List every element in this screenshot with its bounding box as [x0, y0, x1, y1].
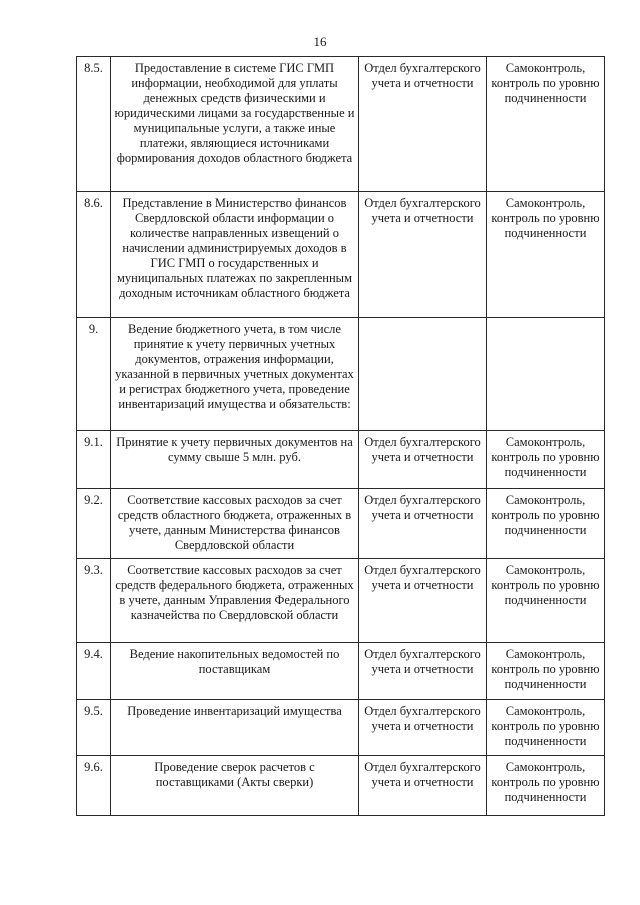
page-number: 16: [313, 34, 327, 49]
row-description: Принятие к учету первичных документов на сумму свыше 5 млн. руб.: [111, 431, 359, 489]
control-table: [76, 56, 605, 816]
row-control-type: Самоконтроль, контроль по уровню подчиненности: [487, 57, 605, 192]
row-control-type: Самоконтроль, контроль по уровню подчиненности: [487, 559, 605, 643]
row-description: Предоставление в системе ГИС ГМП информации, необходимой для уплаты денежных средств физическими и юридическими лицами за государственные и муниципальные услуги, а также иные платежи, являющиеся источниками формирования доходов областного бюджета: [111, 57, 359, 192]
table-row: [77, 489, 605, 559]
table-row: [77, 559, 605, 643]
row-number: 9.2.: [77, 489, 111, 559]
row-control-type: Самоконтроль, контроль по уровню подчиненности: [487, 643, 605, 700]
row-department: Отдел бухгалтерского учета и отчетности: [359, 700, 487, 756]
row-department: Отдел бухгалтерского учета и отчетности: [359, 192, 487, 318]
row-department: Отдел бухгалтерского учета и отчетности: [359, 756, 487, 816]
row-control-type: Самоконтроль, контроль по уровню подчиненности: [487, 489, 605, 559]
row-department: Отдел бухгалтерского учета и отчетности: [359, 643, 487, 700]
row-number: 9.: [77, 318, 111, 431]
row-number: 9.4.: [77, 643, 111, 700]
row-number: 8.6.: [77, 192, 111, 318]
table-row: [77, 756, 605, 816]
row-number: 9.5.: [77, 700, 111, 756]
row-description: Представление в Министерство финансов Свердловской области информации о количестве направленных извещений о начислении администрируемых доходов в ГИС ГМП о государственных и муниципальных платежах по закрепленным доходным источникам областного бюджета: [111, 192, 359, 318]
row-department: [359, 318, 487, 431]
row-description: Ведение накопительных ведомостей по поставщикам: [111, 643, 359, 700]
row-department: Отдел бухгалтерского учета и отчетности: [359, 489, 487, 559]
row-control-type: Самоконтроль, контроль по уровню подчиненности: [487, 700, 605, 756]
row-description: Проведение инвентаризаций имущества: [111, 700, 359, 756]
row-department: Отдел бухгалтерского учета и отчетности: [359, 431, 487, 489]
table-row: [77, 431, 605, 489]
table-row: [77, 643, 605, 700]
row-description: Соответствие кассовых расходов за счет средств федерального бюджета, отраженных в учете, данным Управления Федерального казначейства по Свердловской области: [111, 559, 359, 643]
row-description: Проведение сверок расчетов с поставщиками (Акты сверки): [111, 756, 359, 816]
row-number: 9.3.: [77, 559, 111, 643]
row-control-type: Самоконтроль, контроль по уровню подчиненности: [487, 431, 605, 489]
table-row: [77, 318, 605, 431]
row-control-type: Самоконтроль, контроль по уровню подчиненности: [487, 756, 605, 816]
row-number: 9.1.: [77, 431, 111, 489]
row-description: Ведение бюджетного учета, в том числе принятие к учету первичных учетных документов, отражения информации, указанной в первичных учетных документах и регистрах бюджетного учета, проведение инвентаризаций имущества и обязательств:: [111, 318, 359, 431]
table-row: [77, 700, 605, 756]
row-control-type: Самоконтроль, контроль по уровню подчиненности: [487, 192, 605, 318]
row-control-type: [487, 318, 605, 431]
row-description: Соответствие кассовых расходов за счет средств областного бюджета, отраженных в учете, данным Министерства финансов Свердловской области: [111, 489, 359, 559]
row-department: Отдел бухгалтерского учета и отчетности: [359, 559, 487, 643]
row-number: 8.5.: [77, 57, 111, 192]
row-department: Отдел бухгалтерского учета и отчетности: [359, 57, 487, 192]
table-row: [77, 192, 605, 318]
row-number: 9.6.: [77, 756, 111, 816]
table-row: [77, 57, 605, 192]
